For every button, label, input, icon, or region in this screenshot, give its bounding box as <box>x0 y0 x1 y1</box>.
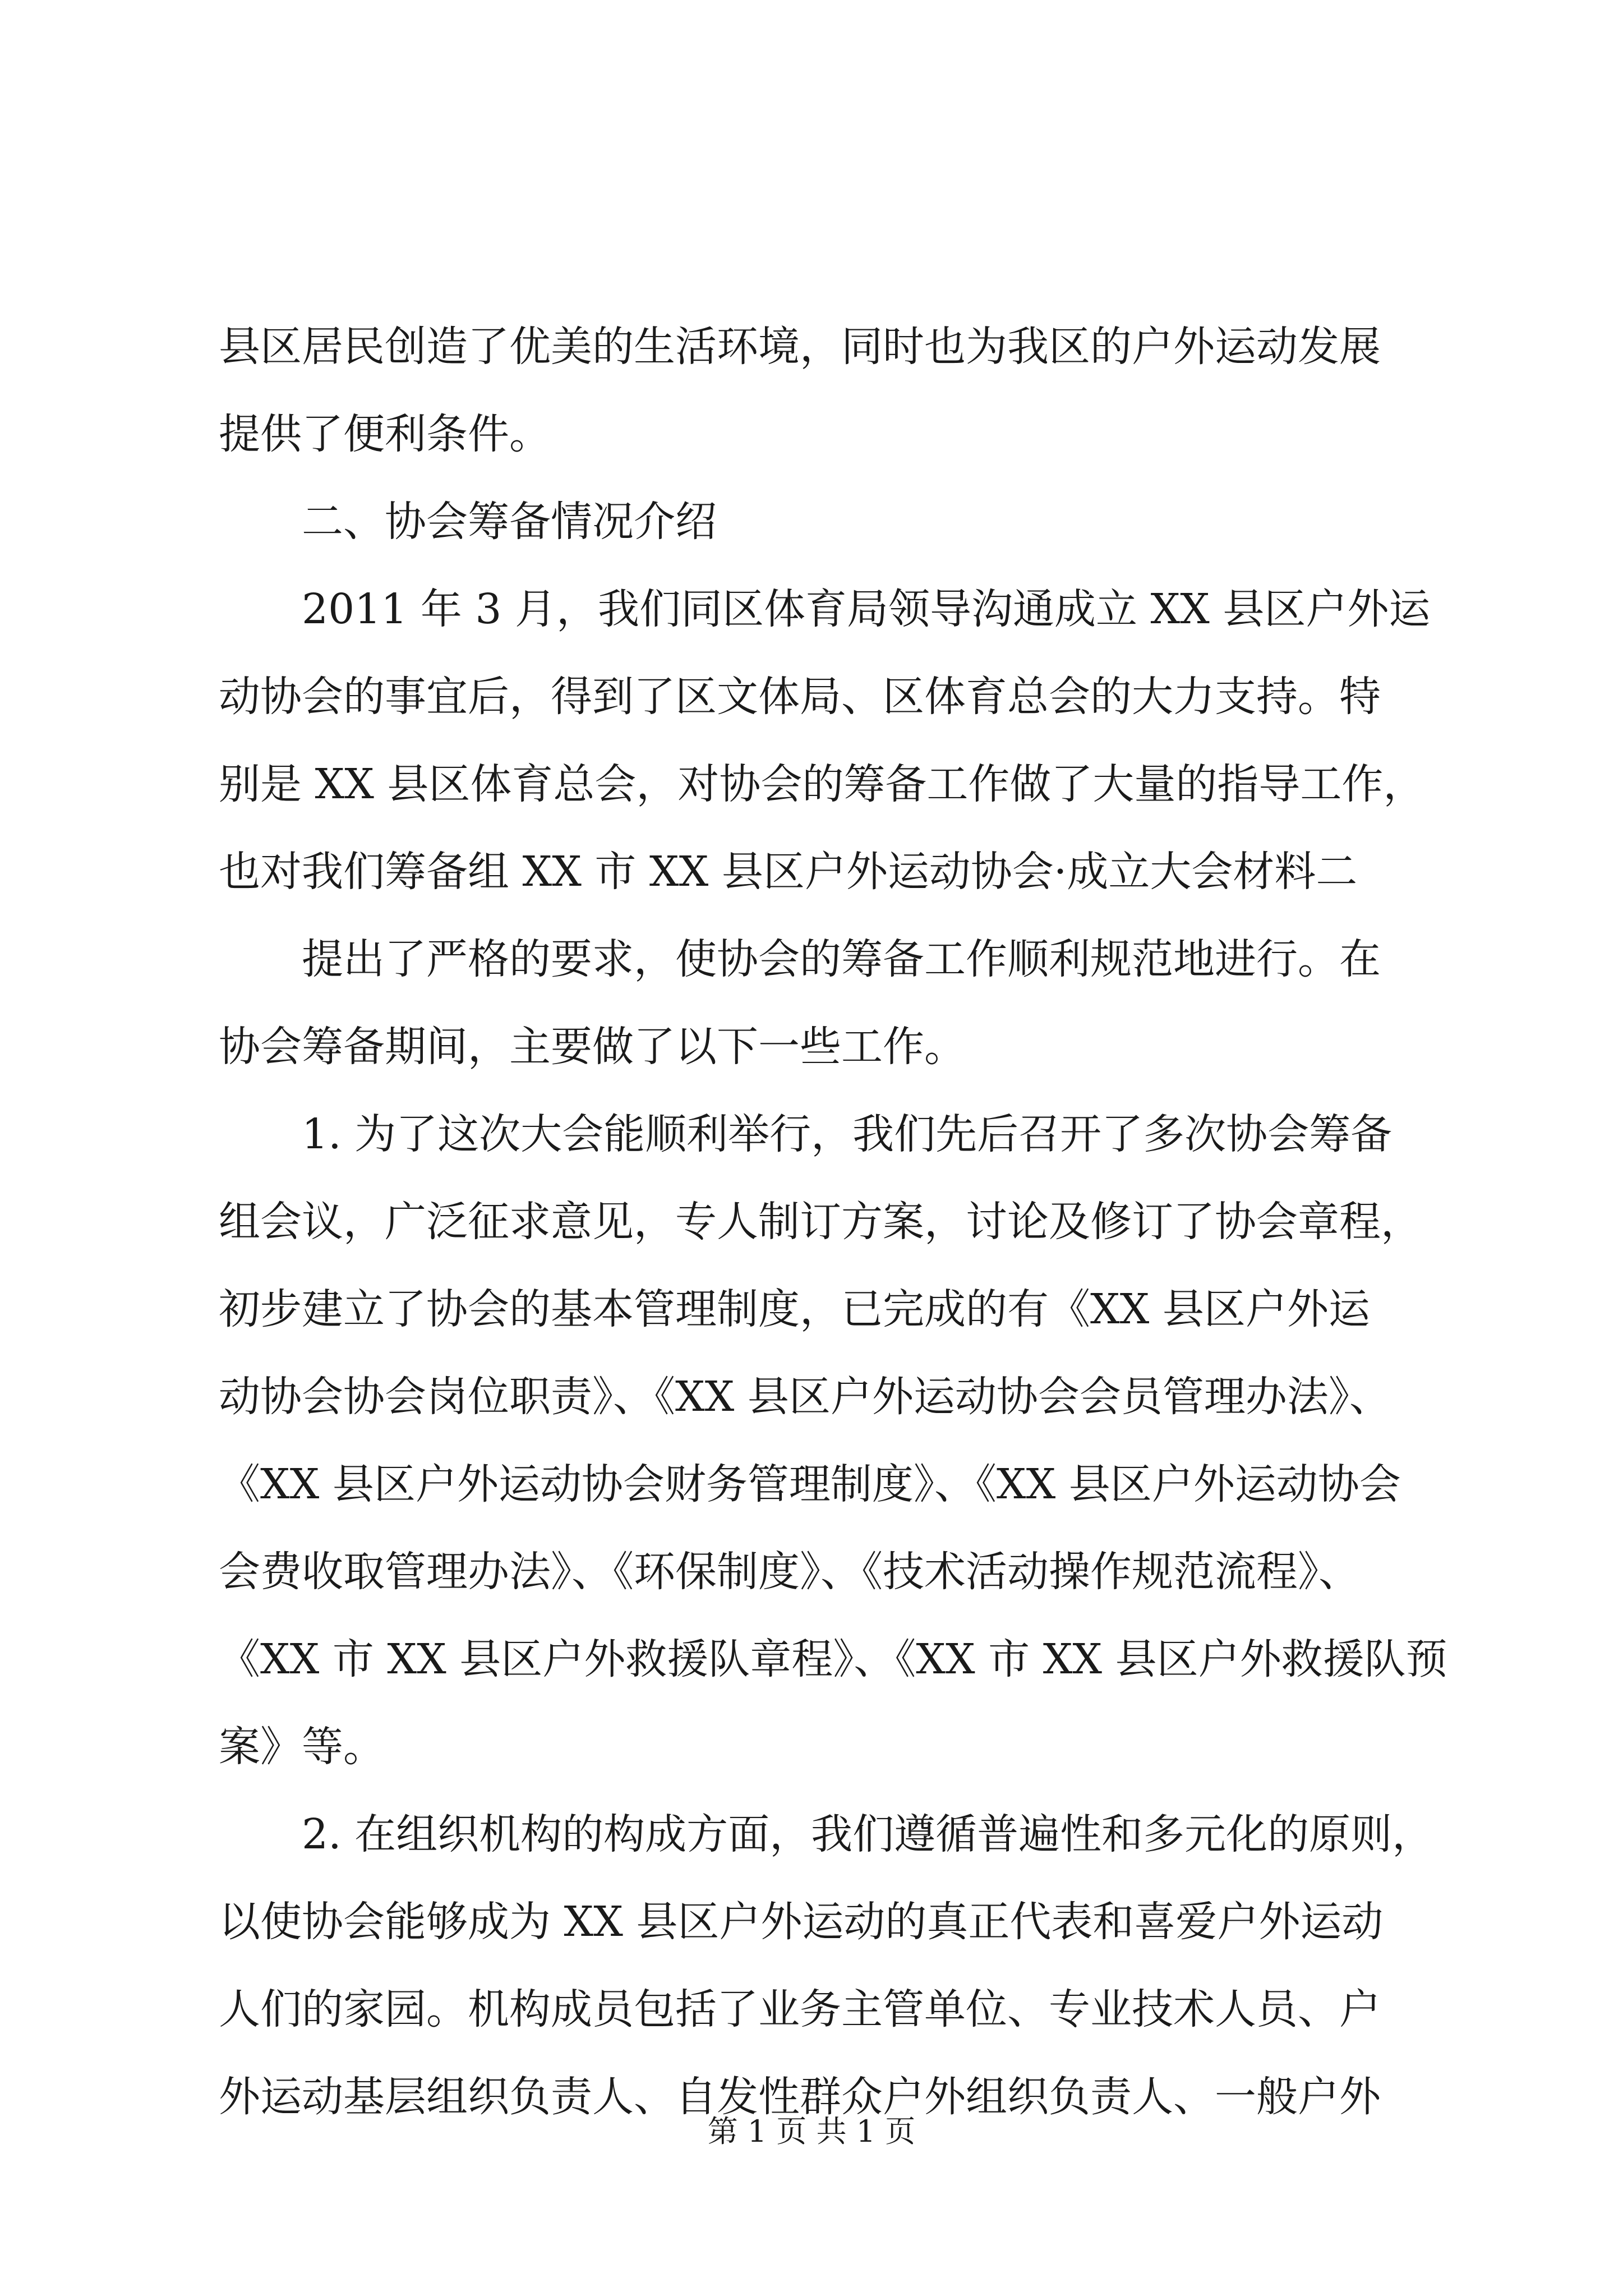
text-line-2: 提供了便利条件。 <box>219 410 551 458</box>
text-line-21: 外运动基层组织负责人、自发性群众户外组织负责人、一般户外 <box>219 2073 1381 2121</box>
text-line-12: 初步建立了协会的基本管理制度，已完成的有《XX 县区户外运 <box>219 1285 1370 1333</box>
text-line-16: 《XX 市 XX 县区户外救援队章程》、《XX 市 XX 县区户外救援队预 <box>219 1635 1447 1683</box>
text-line-14: 《XX 县区户外运动协会财务管理制度》、《XX 县区户外运动协会 <box>219 1460 1401 1508</box>
text-line-6: 别是 XX 县区体育总会，对协会的筹备工作做了大量的指导工作， <box>219 760 1425 808</box>
text-line-18: 2. 在组织机构的构成方面，我们遵循普遍性和多元化的原则， <box>302 1810 1434 1858</box>
page-footer <box>0 2112 1623 2151</box>
text-line-13: 动协会协会岗位职责》、《XX 县区户外运动协会会员管理办法》、 <box>219 1373 1391 1421</box>
text-line-15: 会费收取管理办法》、《环保制度》、《技术活动操作规范流程》、 <box>219 1548 1360 1596</box>
text-line-10: 1. 为了这次大会能顺利举行，我们先后召开了多次协会筹备 <box>302 1110 1393 1158</box>
text-line-20: 人们的家园。机构成员包括了业务主管单位、专业技术人员、户 <box>219 1985 1381 2033</box>
text-line-5: 动协会的事宜后，得到了区文体局、区体育总会的大力支持。特 <box>219 673 1381 721</box>
text-line-7: 也对我们筹备组 XX 市 XX 县区户外运动协会·成立大会材料二 <box>219 848 1358 896</box>
document-body <box>219 303 1447 2141</box>
section-heading: 二、协会筹备情况介绍 <box>302 498 717 546</box>
text-line-4: 2011 年 3 月，我们同区体育局领导沟通成立 XX 县区户外运 <box>302 585 1431 633</box>
text-line-11: 组会议，广泛征求意见，专人制订方案，讨论及修订了协会章程， <box>219 1198 1422 1246</box>
text-line-19: 以使协会能够成为 XX 县区户外运动的真正代表和喜爱户外运动 <box>219 1898 1384 1946</box>
text-line-8: 提出了严格的要求，使协会的筹备工作顺利规范地进行。在 <box>302 935 1381 983</box>
text-line-1: 县区居民创造了优美的生活环境，同时也为我区的户外运动发展 <box>219 323 1381 371</box>
text-line-9: 协会筹备期间，主要做了以下一些工作。 <box>219 1023 966 1071</box>
page-number: 第 1 页 共 1 页 <box>707 2114 916 2149</box>
text-line-17: 案》等。 <box>219 1723 385 1771</box>
